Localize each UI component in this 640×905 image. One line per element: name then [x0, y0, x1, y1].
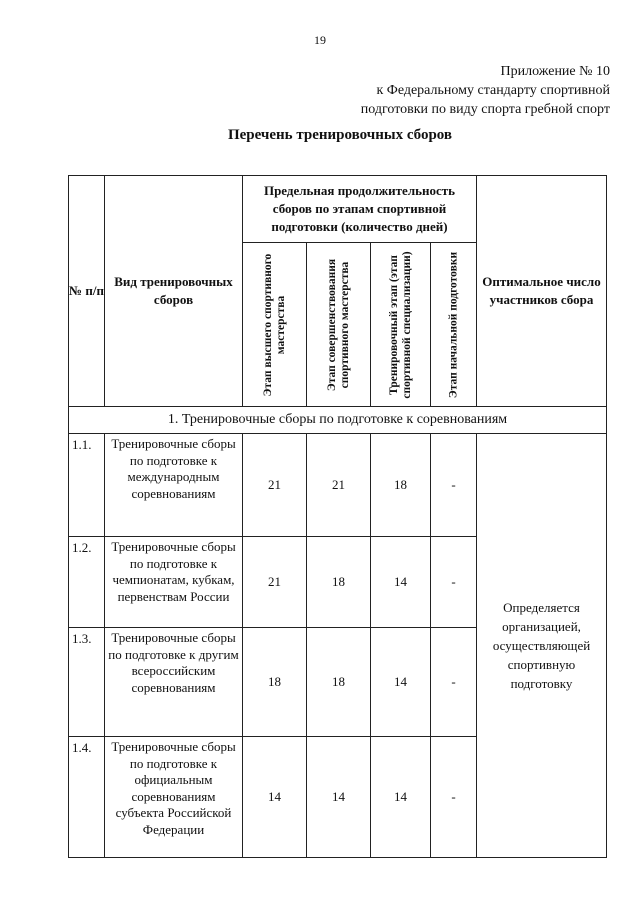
camp-type: Тренировочные сборы по подготовке к чемпионатам, кубкам, первенствам России [105, 537, 243, 628]
appendix-header [250, 62, 610, 119]
appendix-line-2: к Федеральному стандарту спортивной [376, 83, 610, 98]
value-highest-mastery: 21 [243, 537, 307, 628]
header-stage-improvement [307, 243, 371, 407]
document-title: Перечень тренировочных сборов [227, 127, 453, 143]
camp-type: Тренировочные сборы по подготовке к другим всероссийским соревнованиям [105, 628, 243, 737]
header-stage-initial [431, 243, 477, 407]
row-number: 1.1. [69, 434, 105, 537]
value-training: 18 [371, 434, 431, 537]
header-stage-label: Этап высшего спортивного мастерства [261, 253, 287, 396]
value-initial: - [431, 737, 477, 858]
section-heading: 1. Тренировочные сборы по подготовке к соревнованиям [69, 407, 607, 434]
camp-type: Тренировочные сборы по подготовке к международным соревнованиям [105, 434, 243, 537]
header-optimal-participants: Оптимальное число участников сбора [477, 176, 607, 407]
header-duration: Предельная продолжительность сборов по этапам спортивной подготовки (количество дней) [243, 176, 477, 243]
value-highest-mastery: 21 [243, 434, 307, 537]
header-stage-label: Этап совершенствования спортивного мастерства [325, 258, 351, 391]
row-number: 1.2. [69, 537, 105, 628]
header-stage-label: Этап начальной подготовки [447, 251, 459, 398]
page-number: 19 [314, 33, 326, 47]
header-number: № п/п [69, 176, 105, 407]
header-stage-highest-mastery [243, 243, 307, 407]
optimal-participants-value: Определяется организацией, осуществляющей спортивную подготовку [477, 434, 607, 858]
value-training: 14 [371, 628, 431, 737]
header-camp-type: Вид тренировочных сборов [105, 176, 243, 407]
appendix-line-3: подготовки по виду спорта гребной спорт [360, 102, 610, 117]
value-improvement: 21 [307, 434, 371, 537]
value-initial: - [431, 537, 477, 628]
value-training: 14 [371, 737, 431, 858]
value-initial: - [431, 434, 477, 537]
value-highest-mastery: 14 [243, 737, 307, 858]
appendix-line-1: Приложение № 10 [500, 64, 610, 79]
header-stage-label: Тренировочный этап (этап спортивной специализации) [387, 251, 413, 399]
table-row [69, 434, 607, 537]
value-highest-mastery: 18 [243, 628, 307, 737]
camp-type: Тренировочные сборы по подготовке к официальным соревнованиям субъекта Российской Федерации [105, 737, 243, 858]
value-improvement: 14 [307, 737, 371, 858]
value-improvement: 18 [307, 628, 371, 737]
row-number: 1.4. [69, 737, 105, 858]
header-stage-training [371, 243, 431, 407]
training-camps-table [68, 175, 607, 858]
value-initial: - [431, 628, 477, 737]
value-training: 14 [371, 537, 431, 628]
value-improvement: 18 [307, 537, 371, 628]
row-number: 1.3. [69, 628, 105, 737]
